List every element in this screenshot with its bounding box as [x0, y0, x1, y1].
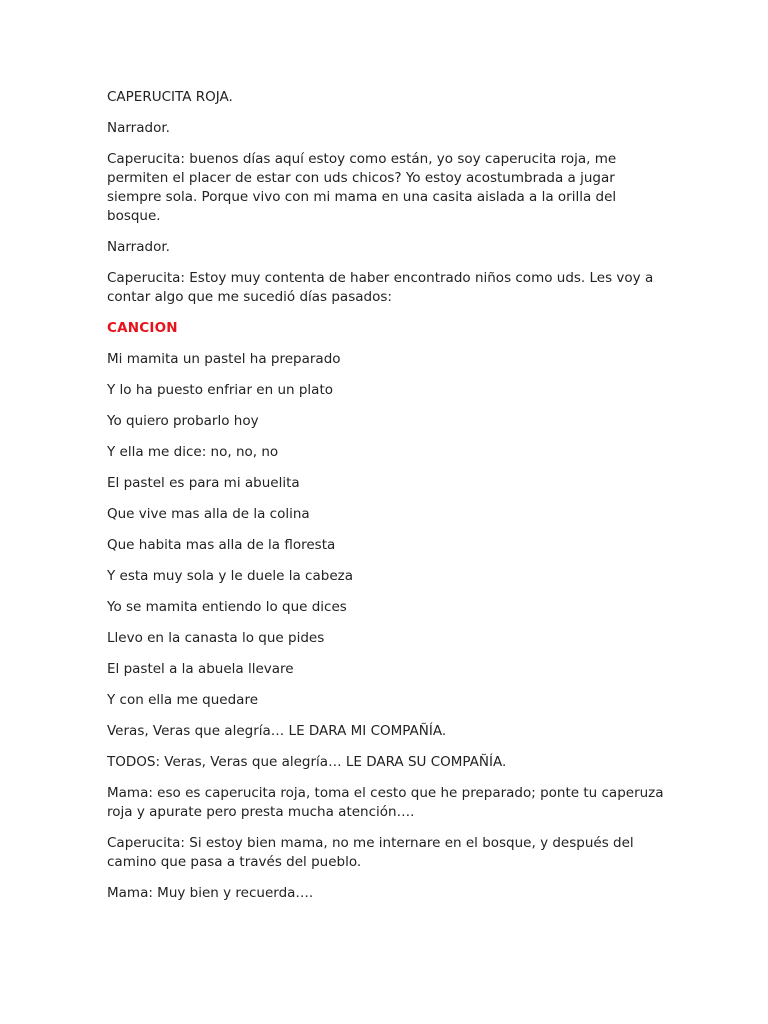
- paragraph-narrador-1: Narrador.: [107, 120, 170, 136]
- document-body: [107, 88, 667, 915]
- song-line: Y ella me dice: no, no, no: [107, 444, 279, 460]
- paragraph-mama-recuerda: Mama: Muy bien y recuerda….: [107, 885, 314, 901]
- paragraph-narrador-2: Narrador.: [107, 239, 170, 255]
- song-line: El pastel es para mi abuelita: [107, 475, 300, 491]
- song-line: Y esta muy sola y le duele la cabeza: [107, 568, 353, 584]
- paragraph-mama-cesto: Mama: eso es caperucita roja, toma el cesto que he preparado; ponte tu caperuza roja y apurate pero presta mucha atención….: [107, 785, 664, 820]
- song-line: Que vive mas alla de la colina: [107, 506, 310, 522]
- song-line: Y lo ha puesto enfriar en un plato: [107, 382, 333, 398]
- document-title: CAPERUCITA ROJA.: [107, 89, 233, 105]
- song-line: Yo se mamita entiendo lo que dices: [107, 599, 347, 615]
- song-line: Y con ella me quedare: [107, 692, 259, 708]
- song-line: Llevo en la canasta lo que pides: [107, 630, 325, 646]
- paragraph-caperucita-intro: Caperucita: buenos días aquí estoy como están, yo soy caperucita roja, me permiten el placer de estar con uds chicos? Yo estoy acostumbrada a jugar siempre sola. Porque vivo con mi mama en una casita aislada a la orilla del bosque.: [107, 151, 617, 224]
- paragraph-caperucita-contenta: Caperucita: Estoy muy contenta de haber encontrado niños como uds. Les voy a contar algo que me sucedió días pasados:: [107, 270, 654, 305]
- song-line: El pastel a la abuela llevare: [107, 661, 294, 677]
- song-line: Que habita mas alla de la floresta: [107, 537, 336, 553]
- song-line: Veras, Veras que alegría… LE DARA MI COMPAÑÍA.: [107, 723, 447, 739]
- song-line: Mi mamita un pastel ha preparado: [107, 351, 341, 367]
- paragraph-caperucita-respuesta: Caperucita: Si estoy bien mama, no me internare en el bosque, y después del camino que pasa a través del pueblo.: [107, 835, 634, 870]
- song-line: Yo quiero probarlo hoy: [107, 413, 259, 429]
- song-line: TODOS: Veras, Veras que alegría… LE DARA SU COMPAÑÍA.: [107, 754, 507, 770]
- song-heading: CANCION: [107, 320, 178, 336]
